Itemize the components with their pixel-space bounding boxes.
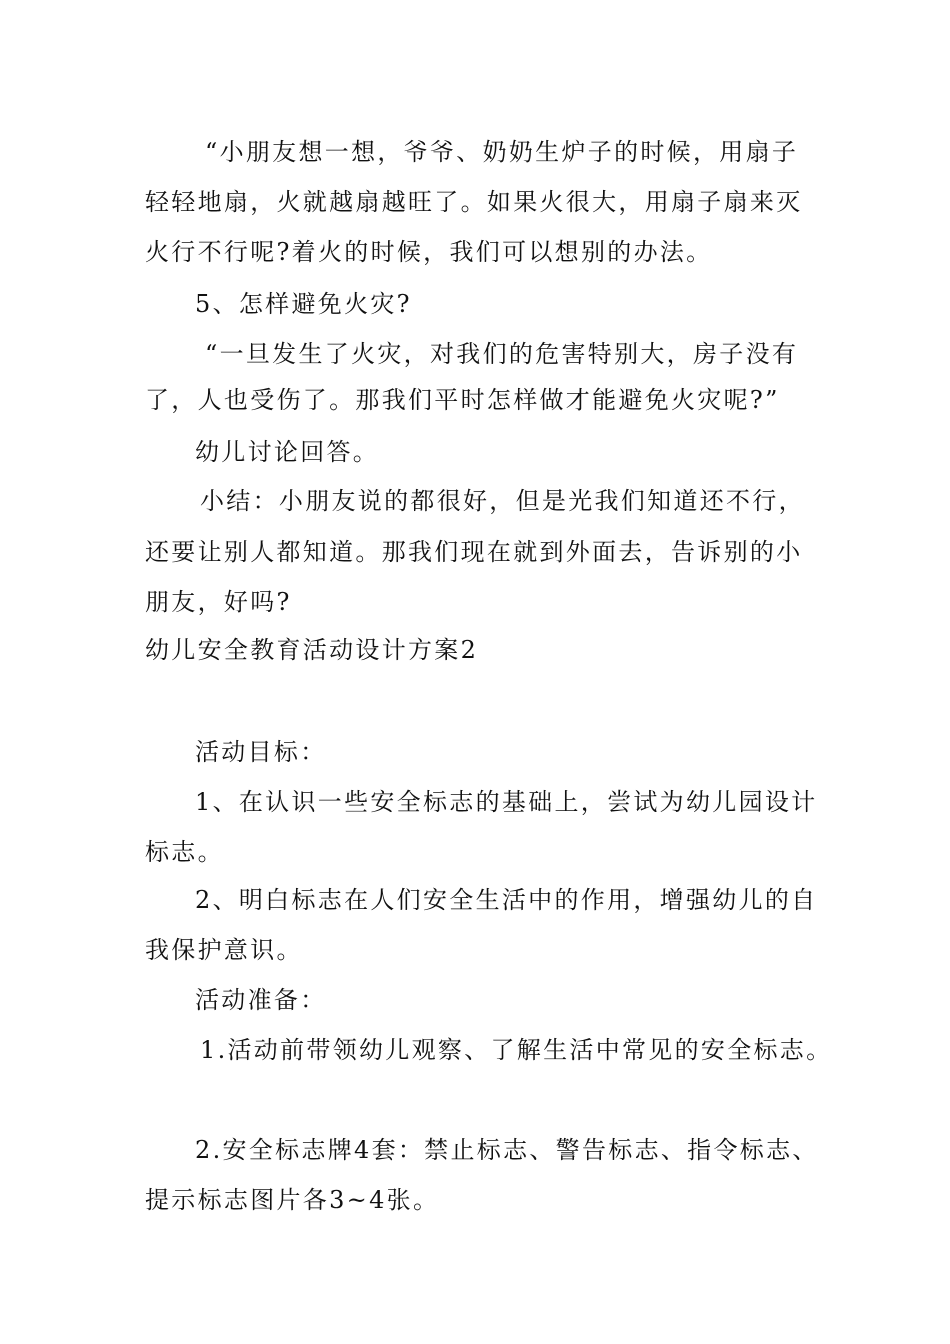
list-item: 2.安全标志牌4套：禁止标志、警告标志、指令标志、 [195,1136,819,1164]
list-item-continuation: 提示标志图片各3~4张。 [145,1186,440,1214]
list-item-continuation: 标志。 [145,838,224,866]
paragraph-line: 火行不行呢?着火的时候，我们可以想别的办法。 [145,238,713,266]
paragraph-line: “小朋友想一想，爷爷、奶奶生炉子的时候，用扇子 [205,138,799,166]
paragraph-line: 朋友，好吗? [145,588,292,616]
paragraph-line: 还要让别人都知道。那我们现在就到外面去，告诉别的小 [145,538,803,566]
section-heading: 活动目标： [195,738,327,766]
paragraph-line: 了，人也受伤了。那我们平时怎样做才能避免火灾呢?” [145,386,780,414]
list-item: 2、明白标志在人们安全生活中的作用，增强幼儿的自 [195,886,818,914]
section-heading: 5、怎样避免火灾? [195,290,412,318]
list-item: 1、在认识一些安全标志的基础上，尝试为幼儿园设计 [195,788,818,816]
paragraph-line: “一旦发生了火灾，对我们的危害特别大，房子没有 [205,340,799,368]
document-title: 幼儿安全教育活动设计方案2 [145,636,479,664]
list-item: 1.活动前带领幼儿观察、了解生活中常见的安全标志。 [200,1036,833,1064]
paragraph-line: 小结：小朋友说的都很好，但是光我们知道还不行， [200,487,805,515]
section-heading: 活动准备： [195,986,327,1014]
paragraph-line: 轻轻地扇，火就越扇越旺了。如果火很大，用扇子扇来灭 [145,188,803,216]
paragraph-line: 幼儿讨论回答。 [195,438,380,466]
list-item-continuation: 我保护意识。 [145,936,303,964]
